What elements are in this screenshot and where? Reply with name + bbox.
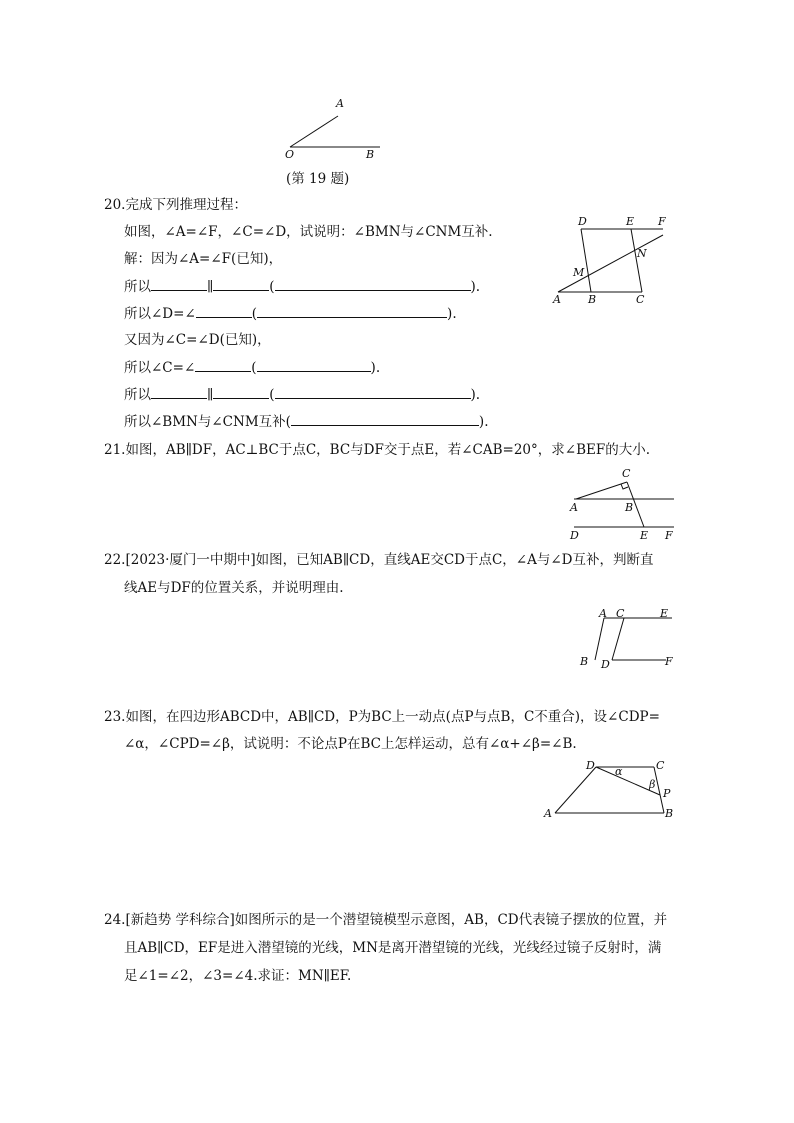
line-db [581, 229, 591, 292]
line-ec [631, 229, 642, 292]
label-e: E [626, 215, 635, 228]
figure-19 [270, 92, 400, 164]
label-d: D [601, 658, 610, 670]
q20-line3-a: 所以∠D=∠ [124, 306, 196, 322]
answer-blank[interactable] [275, 385, 471, 399]
label-c: C [636, 293, 645, 306]
q20-line5-c: ). [370, 360, 381, 376]
q20-line7-b: ). [478, 414, 489, 430]
answer-blank[interactable] [257, 304, 447, 318]
q20-stem: 如图，∠A=∠F，∠C=∠D，试说明：∠BMN与∠CNM互补. [124, 224, 493, 240]
q23-line1: 23.如图，在四边形ABCD中，AB∥CD，P为BC上一动点(点P与点B，C不重合)，设∠CDP= [104, 709, 660, 725]
label-a: A [544, 807, 552, 820]
q20-line3-b: ( [251, 306, 258, 322]
answer-blank[interactable] [196, 304, 252, 318]
label-n: N [637, 247, 647, 260]
label-m: M [573, 266, 585, 279]
q20-line2 [124, 277, 480, 296]
label-a: A [553, 293, 561, 306]
q20-line5 [124, 358, 380, 377]
q20-line7-a: 所以∠BMN与∠CNM互补( [124, 414, 291, 430]
figure-19-caption: (第 19 题) [286, 171, 350, 187]
label-o: O [285, 148, 295, 161]
answer-blank[interactable] [213, 385, 269, 399]
label-b: B [625, 501, 634, 514]
label-c: C [656, 759, 665, 772]
q23-line2: ∠α，∠CPD=∠β，试说明：不论点P在BC上怎样运动，总有∠α+∠β=∠B. [124, 736, 577, 752]
label-f: F [665, 655, 673, 668]
figure-20 [548, 214, 678, 314]
label-alpha: α [615, 765, 623, 778]
figure-22 [574, 602, 680, 670]
q20-line5-a: 所以∠C=∠ [124, 360, 196, 376]
q20-line4: 又因为∠C=∠D(已知)， [124, 332, 271, 348]
line-ad [555, 767, 596, 813]
label-e: E [660, 607, 669, 620]
answer-blank[interactable] [291, 412, 479, 426]
line-ac [576, 482, 627, 499]
label-f: F [658, 215, 666, 228]
q24-line1: 24.[新趋势 学科综合]如图所示的是一个潜望镜模型示意图，AB，CD代表镜子摆放的位置，并 [104, 912, 668, 928]
q20-line7 [124, 412, 488, 431]
label-b: B [580, 655, 589, 668]
q20-line6-c: ( [269, 387, 275, 403]
label-b: B [366, 148, 375, 161]
answer-blank[interactable] [257, 358, 371, 372]
q20-line2-a: 所以 [124, 279, 151, 295]
label-p: P [663, 787, 671, 800]
q20-line2-b: ∥ [207, 279, 214, 295]
q24-line2: 且AB∥CD，EF是进入潜望镜的光线，MN是离开潜望镜的光线，光线经过镜子反射时，满 [124, 940, 662, 956]
line-ab [595, 618, 604, 660]
q20-line6-a: 所以 [124, 387, 151, 403]
label-a: A [599, 607, 607, 620]
label-e: E [640, 529, 649, 542]
q20-line6-b: ∥ [207, 387, 214, 403]
q20-line1: 解：因为∠A=∠F(已知)， [124, 251, 283, 267]
label-d: D [570, 529, 579, 542]
label-a: A [570, 501, 578, 514]
label-beta: β [649, 778, 656, 791]
answer-blank[interactable] [195, 358, 251, 372]
q22-line2: 线AE与DF的位置关系，并说明理由. [124, 580, 344, 596]
q20-line2-d: ). [470, 279, 481, 295]
label-f: F [665, 529, 673, 542]
figure-21 [562, 464, 680, 544]
q24-line3: 足∠1=∠2，∠3=∠4.求证：MN∥EF. [124, 968, 352, 984]
q20-line3-c: ). [447, 306, 457, 322]
q20-line5-b: ( [251, 360, 257, 376]
label-c: C [622, 467, 631, 480]
answer-blank[interactable] [151, 277, 207, 291]
answer-blank[interactable] [151, 385, 207, 399]
line-af [558, 235, 663, 292]
label-d: D [586, 759, 595, 772]
q21-text: 21.如图，AB∥DF，AC⊥BC于点C，BC与DF交于点E，若∠CAB=20°，求∠BEF的大小. [104, 442, 651, 458]
answer-blank[interactable] [275, 277, 471, 291]
answer-blank[interactable] [213, 277, 269, 291]
label-b: B [588, 293, 597, 306]
q22-line1: 22.[2023·厦门一中期中]如图，已知AB∥CD，直线AE交CD于点C，∠A与∠D互补，判断直 [104, 552, 654, 568]
figure-23 [540, 756, 680, 824]
q20-line6-d: ). [470, 387, 481, 403]
q20-title: 20.完成下列推理过程： [104, 197, 247, 213]
ray-oa [290, 116, 338, 147]
line-cd [612, 618, 624, 660]
label-c: C [616, 607, 625, 620]
label-d: D [578, 215, 587, 228]
q20-line3 [124, 304, 457, 323]
right-angle-mark [621, 484, 628, 489]
label-a: A [336, 97, 344, 110]
q20-line2-c: ( [269, 279, 275, 295]
label-b: B [665, 807, 674, 820]
q20-line6 [124, 385, 480, 404]
